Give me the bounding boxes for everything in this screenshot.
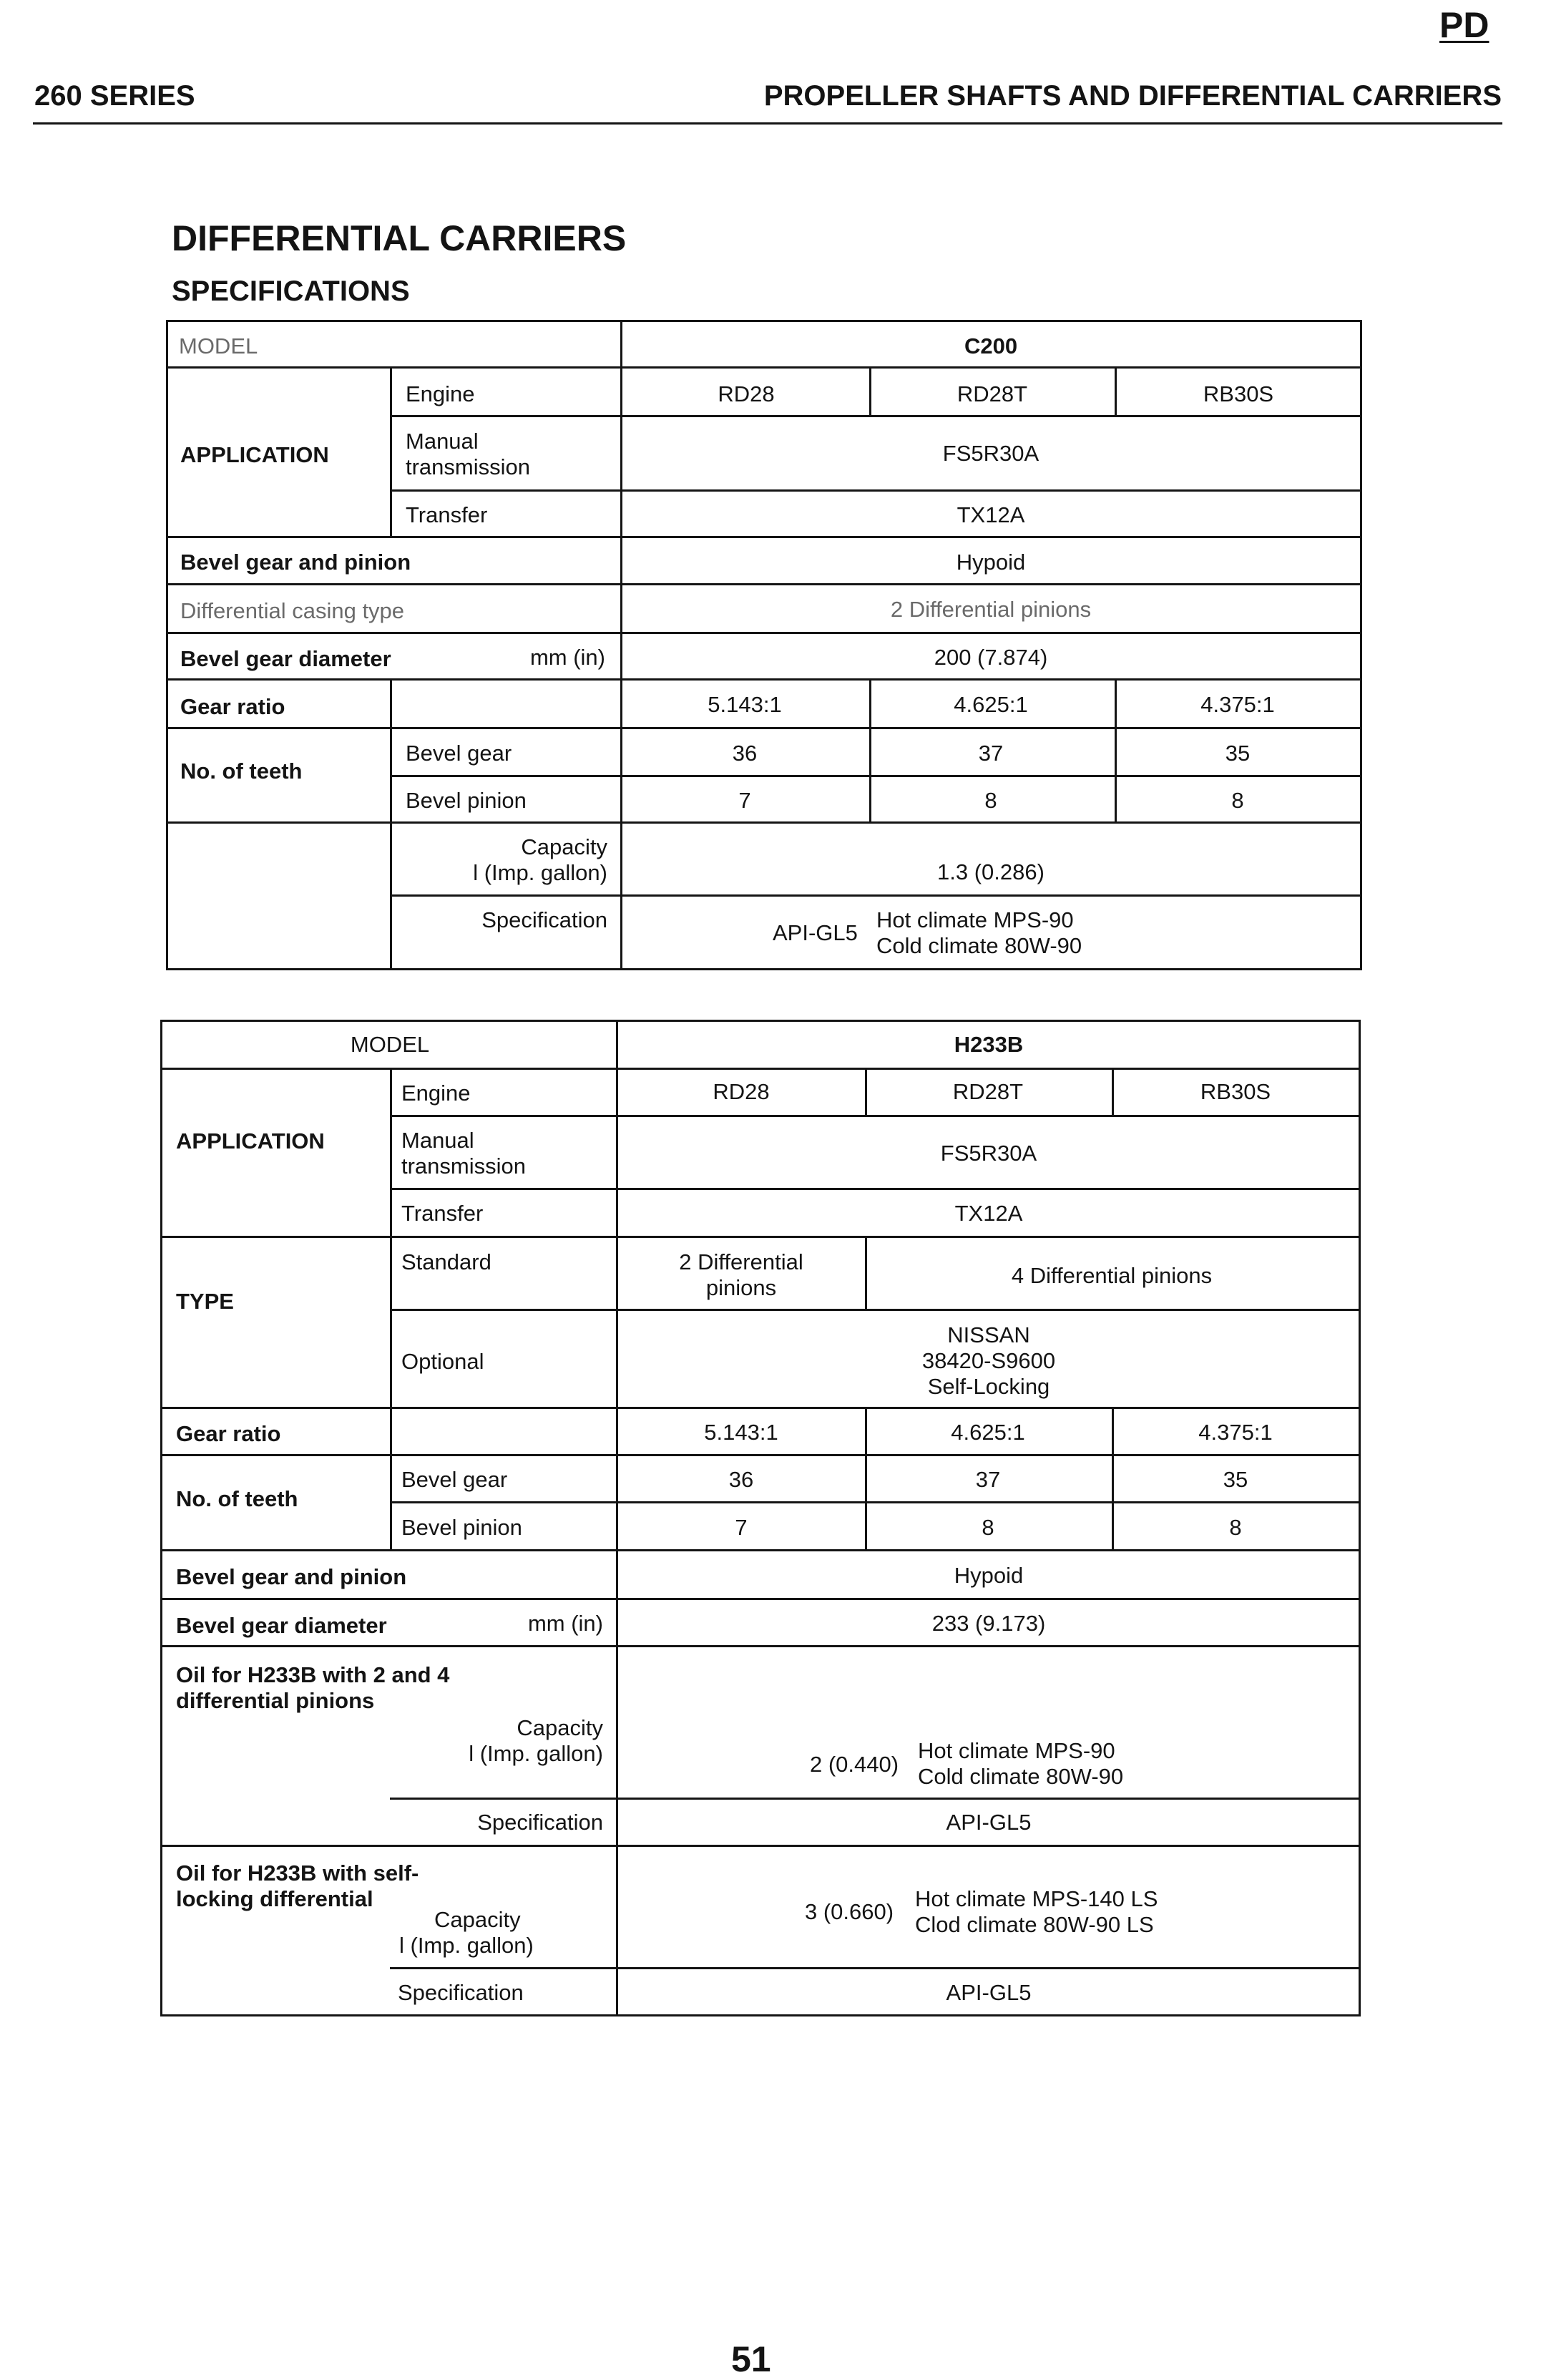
table-rule <box>869 678 871 821</box>
engine-label: Engine <box>401 1081 471 1106</box>
table-rule <box>1359 1020 1361 2016</box>
teeth-label: No. of teeth <box>176 1486 298 1511</box>
table-rule <box>160 1068 1361 1070</box>
table-rule <box>390 415 1362 417</box>
header-rule <box>33 122 1502 125</box>
table-rule <box>166 536 1362 538</box>
bevel-pinion-label: Bevel pinion <box>406 788 527 813</box>
table-rule <box>166 678 1362 681</box>
page-subtitle: SPECIFICATIONS <box>172 275 410 307</box>
engine-label: Engine <box>406 381 475 406</box>
capacity-label: Capacity <box>517 1715 603 1740</box>
table-rule <box>160 1454 1361 1456</box>
bevel-gear-label: Bevel gear <box>406 741 512 766</box>
section-code: PD <box>1439 5 1489 45</box>
table-rule <box>160 1020 1361 1022</box>
gear-ratio-label: Gear ratio <box>176 1421 281 1446</box>
table-rule <box>390 1798 1361 1800</box>
oil-grade: API-GL5 <box>773 920 858 945</box>
table-rule <box>390 1068 392 1407</box>
standard-2-pinions: pinions <box>705 1275 777 1300</box>
bevel-gear-teeth: 37 <box>978 741 1004 766</box>
table-rule <box>160 2014 1361 2016</box>
model-value: C200 <box>964 333 1018 359</box>
table-rule <box>865 1236 867 1309</box>
specification-label: Specification <box>398 1980 524 2005</box>
capacity-label: l (Imp. gallon) <box>469 1741 603 1766</box>
optional-value: 38420-S9600 <box>921 1348 1056 1373</box>
manual-transmission-label: Manual <box>401 1128 474 1153</box>
casing-type-label: Differential casing type <box>180 598 405 623</box>
transfer-label: Transfer <box>406 502 488 527</box>
transfer-value: TX12A <box>954 1201 1023 1226</box>
table-rule <box>166 821 1362 824</box>
oil-capacity-value: 2 (0.440) <box>810 1752 899 1777</box>
table-rule <box>160 1407 1361 1409</box>
capacity-label: l (Imp. gallon) <box>473 860 607 885</box>
table-rule <box>1112 1068 1114 1115</box>
manual-transmission-label: transmission <box>406 454 530 479</box>
table-rule <box>1115 678 1117 821</box>
standard-label: Standard <box>401 1249 491 1274</box>
gear-ratio-value: 4.375:1 <box>1200 692 1275 717</box>
table-rule <box>390 489 1362 492</box>
manual-transmission-value: FS5R30A <box>942 441 1039 466</box>
oil-hot-climate: Hot climate MPS-140 LS <box>915 1886 1158 1911</box>
oil-cold-climate: Cold climate 80W-90 <box>918 1764 1124 1789</box>
manual-transmission-label: Manual <box>406 429 479 454</box>
diameter-unit: mm (in) <box>529 645 605 670</box>
bevel-gear-label: Bevel gear <box>401 1467 508 1492</box>
table-rule <box>160 1020 162 2016</box>
bevel-gear-pinion-value: Hypoid <box>954 1563 1024 1588</box>
table-rule <box>390 775 1362 777</box>
gear-ratio-value: 4.625:1 <box>951 1420 1025 1445</box>
table-rule <box>1112 1407 1114 1549</box>
bevel-gear-teeth: 36 <box>732 741 758 766</box>
oil-grade: API-GL5 <box>946 1810 1032 1835</box>
bevel-pinion-teeth: 8 <box>1231 788 1244 813</box>
bevel-gear-pinion-label: Bevel gear and pinion <box>180 550 411 575</box>
engine-value: RB30S <box>1203 381 1274 406</box>
standard-4-pinions: 4 Differential pinions <box>1011 1263 1213 1288</box>
engine-value: RD28T <box>957 381 1028 406</box>
gear-ratio-value: 4.625:1 <box>954 692 1028 717</box>
page-number: 51 <box>731 2339 771 2379</box>
table-rule <box>1360 320 1362 970</box>
table-rule <box>390 1115 1361 1117</box>
capacity-label: Capacity <box>521 834 607 859</box>
optional-label: Optional <box>401 1349 484 1374</box>
optional-value: Self-Locking <box>927 1374 1050 1399</box>
table-rule <box>616 1020 618 2016</box>
table-rule <box>166 727 1362 729</box>
gear-ratio-value: 5.143:1 <box>708 692 782 717</box>
application-label: APPLICATION <box>180 442 329 467</box>
application-label: APPLICATION <box>176 1128 325 1154</box>
bevel-pinion-teeth: 8 <box>984 788 997 813</box>
table-rule <box>160 1645 1361 1647</box>
table-rule <box>865 1068 867 1115</box>
table-rule <box>390 1188 1361 1190</box>
manual-transmission-label: transmission <box>401 1154 526 1179</box>
table-rule <box>160 1549 1361 1551</box>
table-rule <box>166 320 1362 322</box>
engine-value: RD28 <box>718 381 775 406</box>
specification-label: Specification <box>477 1810 603 1835</box>
model-label: MODEL <box>179 333 258 359</box>
series-label: 260 SERIES <box>34 80 195 112</box>
oil-2-4-pinions-label: differential pinions <box>176 1688 375 1713</box>
table-rule <box>160 1845 1361 1847</box>
table-rule <box>390 1501 1361 1503</box>
table-rule <box>160 1598 1361 1600</box>
transfer-label: Transfer <box>401 1201 484 1226</box>
table-rule <box>166 632 1362 634</box>
bevel-gear-pinion-value: Hypoid <box>956 550 1026 575</box>
bevel-gear-teeth: 36 <box>728 1467 754 1492</box>
table-rule <box>390 366 392 536</box>
capacity-label: l (Imp. gallon) <box>399 1933 534 1958</box>
oil-2-4-pinions-label: Oil for H233B with 2 and 4 <box>176 1662 450 1687</box>
standard-2-pinions: 2 Differential <box>679 1249 803 1274</box>
diameter-unit: mm (in) <box>527 1611 603 1636</box>
bevel-gear-teeth: 35 <box>1223 1467 1248 1492</box>
table-rule <box>390 894 1362 897</box>
bevel-gear-teeth: 37 <box>975 1467 1001 1492</box>
engine-value: RB30S <box>1200 1079 1271 1104</box>
table-rule <box>166 366 1362 369</box>
gear-ratio-label: Gear ratio <box>180 694 285 719</box>
bevel-gear-pinion-label: Bevel gear and pinion <box>176 1564 407 1589</box>
table-rule <box>390 1309 1361 1311</box>
gear-ratio-value: 4.375:1 <box>1198 1420 1273 1445</box>
bevel-pinion-teeth: 8 <box>1229 1515 1242 1540</box>
oil-self-locking-label: Oil for H233B with self- <box>176 1860 419 1886</box>
section-title: PROPELLER SHAFTS AND DIFFERENTIAL CARRIERS <box>763 80 1502 112</box>
engine-value: RD28 <box>713 1079 770 1104</box>
model-label: MODEL <box>350 1032 430 1057</box>
oil-hot-climate: Hot climate MPS-90 <box>876 907 1074 932</box>
bevel-gear-diameter-label: Bevel gear diameter <box>176 1613 387 1638</box>
bevel-gear-diameter-value: 233 (9.173) <box>931 1611 1046 1636</box>
transfer-value: TX12A <box>957 502 1025 527</box>
bevel-gear-diameter-label: Bevel gear diameter <box>180 646 391 671</box>
type-label: TYPE <box>176 1289 234 1314</box>
oil-hot-climate: Hot climate MPS-90 <box>918 1738 1115 1763</box>
optional-value: NISSAN <box>947 1322 1030 1347</box>
table-rule <box>865 1407 867 1549</box>
table-rule <box>166 968 1362 970</box>
casing-type-value: 2 Differential pinions <box>890 597 1092 622</box>
bevel-gear-diameter-value: 200 (7.874) <box>934 645 1048 670</box>
bevel-pinion-teeth: 7 <box>738 788 751 813</box>
gear-ratio-value: 5.143:1 <box>704 1420 778 1445</box>
oil-self-locking-label: locking differential <box>176 1886 373 1911</box>
table-rule <box>160 1236 1361 1238</box>
oil-grade: API-GL5 <box>946 1980 1032 2005</box>
table-rule <box>390 1407 392 1549</box>
table-rule <box>620 320 622 970</box>
table-rule <box>869 366 871 415</box>
specification-label: Specification <box>481 907 607 932</box>
page-title: DIFFERENTIAL CARRIERS <box>172 218 627 258</box>
oil-capacity-value: 3 (0.660) <box>805 1899 894 1924</box>
bevel-pinion-teeth: 8 <box>982 1515 994 1540</box>
bevel-pinion-label: Bevel pinion <box>401 1515 522 1540</box>
capacity-label: Capacity <box>434 1907 521 1932</box>
table-rule <box>1115 366 1117 415</box>
table-rule <box>390 678 392 968</box>
engine-value: RD28T <box>952 1079 1024 1104</box>
oil-capacity-value: 1.3 (0.286) <box>937 859 1044 884</box>
manual-transmission-value: FS5R30A <box>940 1141 1037 1166</box>
table-rule <box>166 320 168 970</box>
bevel-gear-teeth: 35 <box>1225 741 1251 766</box>
model-value: H233B <box>954 1032 1024 1057</box>
table-rule <box>390 1967 1361 1969</box>
oil-cold-climate: Cold climate 80W-90 <box>876 933 1082 958</box>
teeth-label: No. of teeth <box>180 759 303 784</box>
oil-cold-climate: Clod climate 80W-90 LS <box>915 1912 1154 1937</box>
bevel-pinion-teeth: 7 <box>735 1515 748 1540</box>
table-rule <box>166 583 1362 585</box>
